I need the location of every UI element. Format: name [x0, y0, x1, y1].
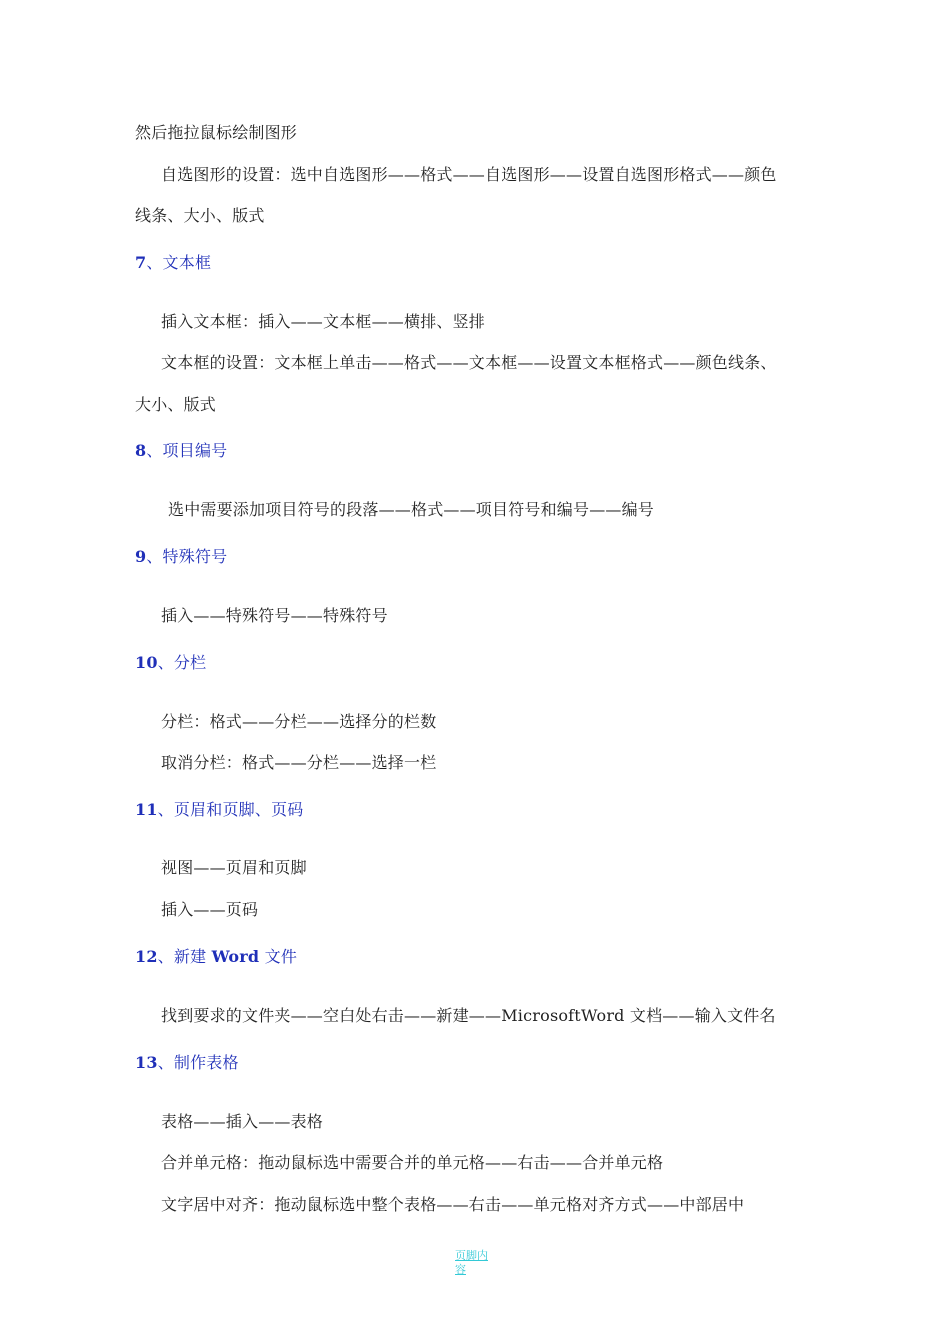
heading-number: 9 — [135, 547, 147, 566]
heading-text: 文本框 — [162, 253, 212, 272]
heading-number: 8 — [135, 441, 147, 460]
body-line: 线条、大小、版式 — [135, 206, 265, 225]
heading-text-suffix: 文件 — [259, 947, 298, 966]
heading-number: 12 — [135, 947, 158, 966]
body-line: 找到要求的文件夹——空白处右击——新建——MicrosoftWord 文档——输入文件名 — [161, 1006, 776, 1025]
heading-number: 7 — [135, 253, 147, 272]
heading-separator: 、 — [157, 947, 174, 966]
heading-text: 项目编号 — [162, 441, 228, 460]
heading-separator: 、 — [157, 653, 174, 672]
body-line: 大小、版式 — [135, 395, 217, 414]
section-heading-11 — [135, 800, 303, 820]
body-line: 插入——特殊符号——特殊符号 — [161, 606, 388, 625]
body-line: 选中需要添加项目符号的段落——格式——项目符号和编号——编号 — [168, 500, 655, 519]
body-line: 文本框的设置：文本框上单击——格式——文本框——设置文本框格式——颜色线条、 — [161, 353, 777, 372]
body-line: 自选图形的设置：选中自选图形——格式——自选图形——设置自选图形格式——颜色 — [161, 165, 777, 184]
body-line: 分栏：格式——分栏——选择分的栏数 — [161, 712, 437, 731]
heading-word: Word — [211, 947, 260, 966]
body-line: 取消分栏：格式——分栏——选择一栏 — [161, 753, 437, 772]
heading-separator: 、 — [146, 253, 163, 272]
body-line: 插入——页码 — [161, 900, 259, 919]
body-line: 合并单元格：拖动鼠标选中需要合并的单元格——右击——合并单元格 — [161, 1153, 664, 1172]
heading-text: 分栏 — [173, 653, 207, 672]
section-heading-9 — [135, 547, 227, 567]
heading-text: 新建 — [173, 947, 212, 966]
section-heading-7 — [135, 253, 211, 273]
heading-number: 13 — [135, 1053, 158, 1072]
body-line: 插入文本框：插入——文本框——横排、竖排 — [161, 312, 486, 331]
body-line: 视图——页眉和页脚 — [161, 858, 307, 877]
section-heading-13 — [135, 1053, 239, 1073]
heading-separator: 、 — [157, 800, 174, 819]
section-heading-12 — [135, 947, 297, 967]
page-footer: 页脚内容 — [455, 1249, 488, 1276]
heading-text: 特殊符号 — [162, 547, 228, 566]
body-line: 然后拖拉鼠标绘制图形 — [135, 123, 298, 142]
heading-separator: 、 — [157, 1053, 174, 1072]
body-line: 文字居中对齐：拖动鼠标选中整个表格——右击——单元格对齐方式——中部居中 — [161, 1195, 745, 1214]
heading-text: 页眉和页脚、页码 — [173, 800, 304, 819]
heading-number: 10 — [135, 653, 158, 672]
heading-separator: 、 — [146, 547, 163, 566]
heading-number: 11 — [135, 800, 158, 819]
heading-text: 制作表格 — [173, 1053, 239, 1072]
section-heading-8 — [135, 441, 227, 461]
section-heading-10 — [135, 653, 206, 673]
heading-separator: 、 — [146, 441, 163, 460]
body-line: 表格——插入——表格 — [161, 1112, 324, 1131]
